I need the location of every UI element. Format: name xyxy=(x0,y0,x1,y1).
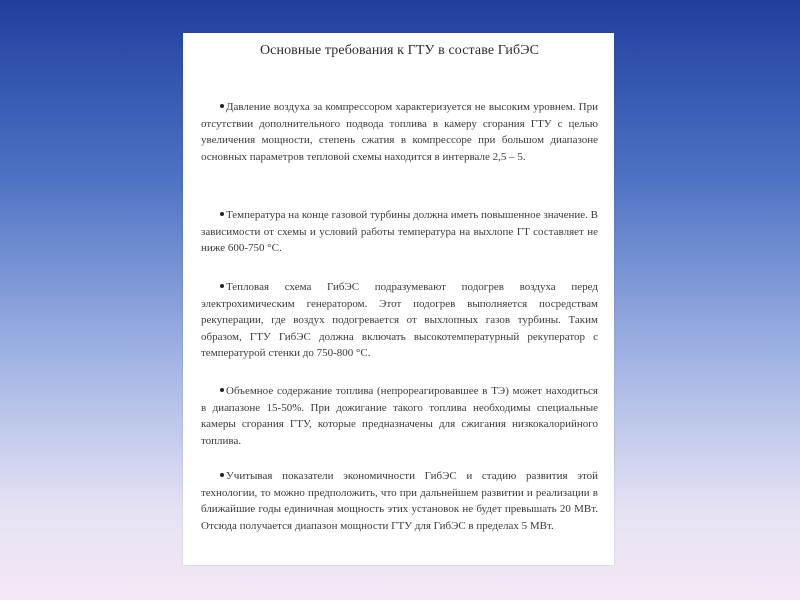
bullet-text-4: Объемное содержание топлива (непрореагировавшее в ТЭ) может находиться в диапазоне 15-50%. При дожигание такого топлива необходимы специальные камеры сгорания ГТУ, которые предназначены для сжигания низкокалорийного топлива. xyxy=(201,385,598,447)
bullet-text-2: Температура на конце газовой турбины должна иметь повышенное значение. В зависимости от схемы и условий работы температура на выхлопе ГТ составляет не ниже 600-750 °С. xyxy=(201,209,598,254)
bullet-icon xyxy=(220,388,224,392)
bullet-text-5: Учитывая показатели экономичности ГибЭС и стадию развития этой технологии, то можно предположить, что при дальнейшем развитии и реализации в ближайшие годы единичная мощность этих установок не будет превышать 20 МВт. Отсюда получается диапазон мощности ГТУ для ГибЭС в пределах 5 МВт. xyxy=(201,470,598,532)
bullet-icon xyxy=(220,284,224,288)
bullet-icon xyxy=(220,473,224,477)
bullet-item-1 xyxy=(201,99,598,165)
bullet-icon xyxy=(220,212,224,216)
document-title: Основные требования к ГТУ в составе ГибЭС xyxy=(259,43,540,58)
bullet-text-3: Тепловая схема ГибЭС подразумевают подогрев воздуха перед электрохимическим генератором. Этот подогрев выполняется посредствам рекуперации, где воздух подогревается от выхлопных газов турбины. Таким образом, ГТУ ГибЭС должна включать высокотемпературный рекуператор с температурой стенки до 750-800 °С. xyxy=(201,281,598,359)
bullet-item-3 xyxy=(201,279,598,362)
document-page xyxy=(183,33,614,565)
bullet-item-2 xyxy=(201,207,598,257)
bullet-text-1: Давление воздуха за компрессором характеризуется не высоким уровнем. При отсутствии дополнительного подвода топлива в камеру сгорания ГТУ с целью увеличения мощности, степень сжатия в компрессоре при большом диапазоне основных параметров тепловой схемы находится в интервале 2,5 – 5. xyxy=(201,101,598,163)
bullet-item-4 xyxy=(201,383,598,449)
bullet-icon xyxy=(220,104,224,108)
bullet-item-5 xyxy=(201,468,598,534)
